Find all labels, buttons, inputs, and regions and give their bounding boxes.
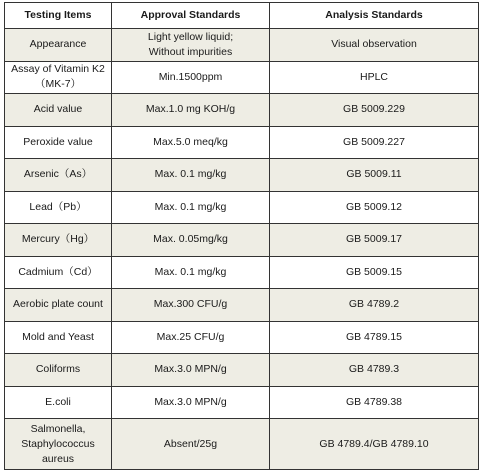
cell-analysis-standard-line: HPLC (359, 70, 388, 83)
cell-testing-item (5, 354, 112, 387)
cell-approval-standard (112, 256, 270, 289)
table-row (5, 419, 479, 470)
cell-analysis-standard-line: GB 5009.15 (345, 265, 403, 278)
cell-approval-standard (112, 126, 270, 159)
cell-testing-item-line: （MK-7） (34, 78, 82, 91)
cell-approval-standard (112, 419, 270, 470)
table-row (5, 191, 479, 224)
table-row (5, 224, 479, 257)
cell-analysis-standard (270, 419, 479, 470)
cell-approval-standard-line: Max.5.0 meq/kg (153, 135, 228, 148)
cell-analysis-standard (270, 159, 479, 192)
cell-testing-item (5, 29, 112, 62)
cell-analysis-standard (270, 29, 479, 62)
cell-approval-standard-line: Max. 0.1 mg/kg (154, 168, 227, 181)
cell-testing-item (5, 321, 112, 354)
cell-testing-item-line: Acid value (33, 103, 83, 116)
table-row (5, 354, 479, 387)
cell-analysis-standard-line: GB 5009.12 (345, 200, 403, 213)
cell-testing-item (5, 159, 112, 192)
cell-testing-item-line: Mercury（Hg） (21, 233, 95, 246)
cell-approval-standard (112, 289, 270, 322)
cell-approval-standard-line: Max.3.0 MPN/g (154, 395, 227, 408)
cell-approval-standard (112, 386, 270, 419)
cell-approval-standard (112, 61, 270, 94)
table-row (5, 126, 479, 159)
cell-approval-standard (112, 29, 270, 62)
cell-approval-standard-line: Max. 0.05mg/kg (153, 233, 228, 246)
header-testing-items: Testing Items (5, 3, 112, 29)
cell-approval-standard-line: Max.1.0 mg KOH/g (145, 103, 236, 116)
cell-testing-item-line: Lead（Pb） (29, 200, 87, 213)
cell-approval-standard-line: Max.25 CFU/g (156, 330, 225, 343)
cell-approval-standard-line: Max.300 CFU/g (153, 298, 228, 311)
cell-approval-standard-line: Max.3.0 MPN/g (154, 363, 227, 376)
cell-analysis-standard (270, 354, 479, 387)
table-header-row (5, 3, 479, 29)
cell-analysis-standard (270, 256, 479, 289)
cell-testing-item-line: Mold and Yeast (22, 330, 94, 343)
cell-analysis-standard-line: Visual observation (331, 38, 417, 51)
cell-approval-standard (112, 321, 270, 354)
cell-testing-item (5, 94, 112, 127)
cell-approval-standard (112, 159, 270, 192)
cell-analysis-standard (270, 61, 479, 94)
cell-approval-standard (112, 191, 270, 224)
cell-analysis-standard-line: GB 4789.4/GB 4789.10 (319, 437, 429, 450)
cell-analysis-standard (270, 289, 479, 322)
cell-testing-item (5, 386, 112, 419)
cell-approval-standard (112, 354, 270, 387)
cell-approval-standard-line: Without impurities (148, 45, 233, 58)
cell-testing-item-line: Coliforms (35, 363, 81, 376)
table-row (5, 321, 479, 354)
cell-testing-item (5, 419, 112, 470)
cell-analysis-standard-line: GB 4789.38 (345, 395, 403, 408)
cell-testing-item-line: aureus (41, 452, 75, 465)
cell-approval-standard (112, 94, 270, 127)
cell-analysis-standard-line: GB 4789.2 (348, 298, 400, 311)
cell-approval-standard-line: Max. 0.1 mg/kg (154, 265, 227, 278)
cell-analysis-standard (270, 94, 479, 127)
cell-testing-item-line: Cadmium（Cd） (18, 265, 98, 278)
header-approval-standards: Approval Standards (112, 3, 270, 29)
cell-testing-item-line: Salmonella, (30, 422, 86, 435)
table-row (5, 386, 479, 419)
specification-table (4, 2, 479, 470)
cell-approval-standard-line: Light yellow liquid; (147, 30, 234, 43)
cell-approval-standard-line: Absent/25g (163, 437, 218, 450)
cell-testing-item (5, 224, 112, 257)
cell-testing-item-line: Peroxide value (23, 135, 93, 148)
cell-testing-item-line: Aerobic plate count (13, 298, 103, 311)
cell-analysis-standard (270, 126, 479, 159)
cell-analysis-standard (270, 386, 479, 419)
cell-analysis-standard (270, 321, 479, 354)
cell-analysis-standard-line: GB 4789.15 (345, 330, 403, 343)
cell-approval-standard (112, 224, 270, 257)
cell-testing-item (5, 289, 112, 322)
cell-approval-standard-line: Min.1500ppm (158, 70, 223, 83)
table-row (5, 159, 479, 192)
table-row (5, 29, 479, 62)
cell-testing-item (5, 191, 112, 224)
cell-testing-item-line: Arsenic（As） (23, 168, 93, 181)
cell-analysis-standard-line: GB 5009.229 (343, 103, 405, 116)
cell-testing-item (5, 126, 112, 159)
table-body (5, 29, 479, 470)
cell-testing-item-line: Staphylococcus (21, 437, 95, 450)
header-analysis-standards: Analysis Standards (270, 3, 479, 29)
cell-testing-item (5, 61, 112, 94)
cell-analysis-standard-line: GB 5009.17 (345, 233, 403, 246)
cell-testing-item-line: Appearance (29, 38, 87, 51)
cell-testing-item-line: Assay of Vitamin K2 (11, 63, 105, 76)
table-row (5, 289, 479, 322)
cell-analysis-standard-line: GB 5009.227 (343, 135, 405, 148)
cell-testing-item (5, 256, 112, 289)
cell-approval-standard-line: Max. 0.1 mg/kg (154, 200, 227, 213)
table-row (5, 94, 479, 127)
cell-analysis-standard-line: GB 5009.11 (346, 168, 402, 181)
cell-testing-item-line: E.coli (45, 395, 71, 408)
table-row (5, 256, 479, 289)
cell-analysis-standard-line: GB 4789.3 (348, 363, 400, 376)
cell-analysis-standard (270, 191, 479, 224)
table-row (5, 61, 479, 94)
cell-analysis-standard (270, 224, 479, 257)
